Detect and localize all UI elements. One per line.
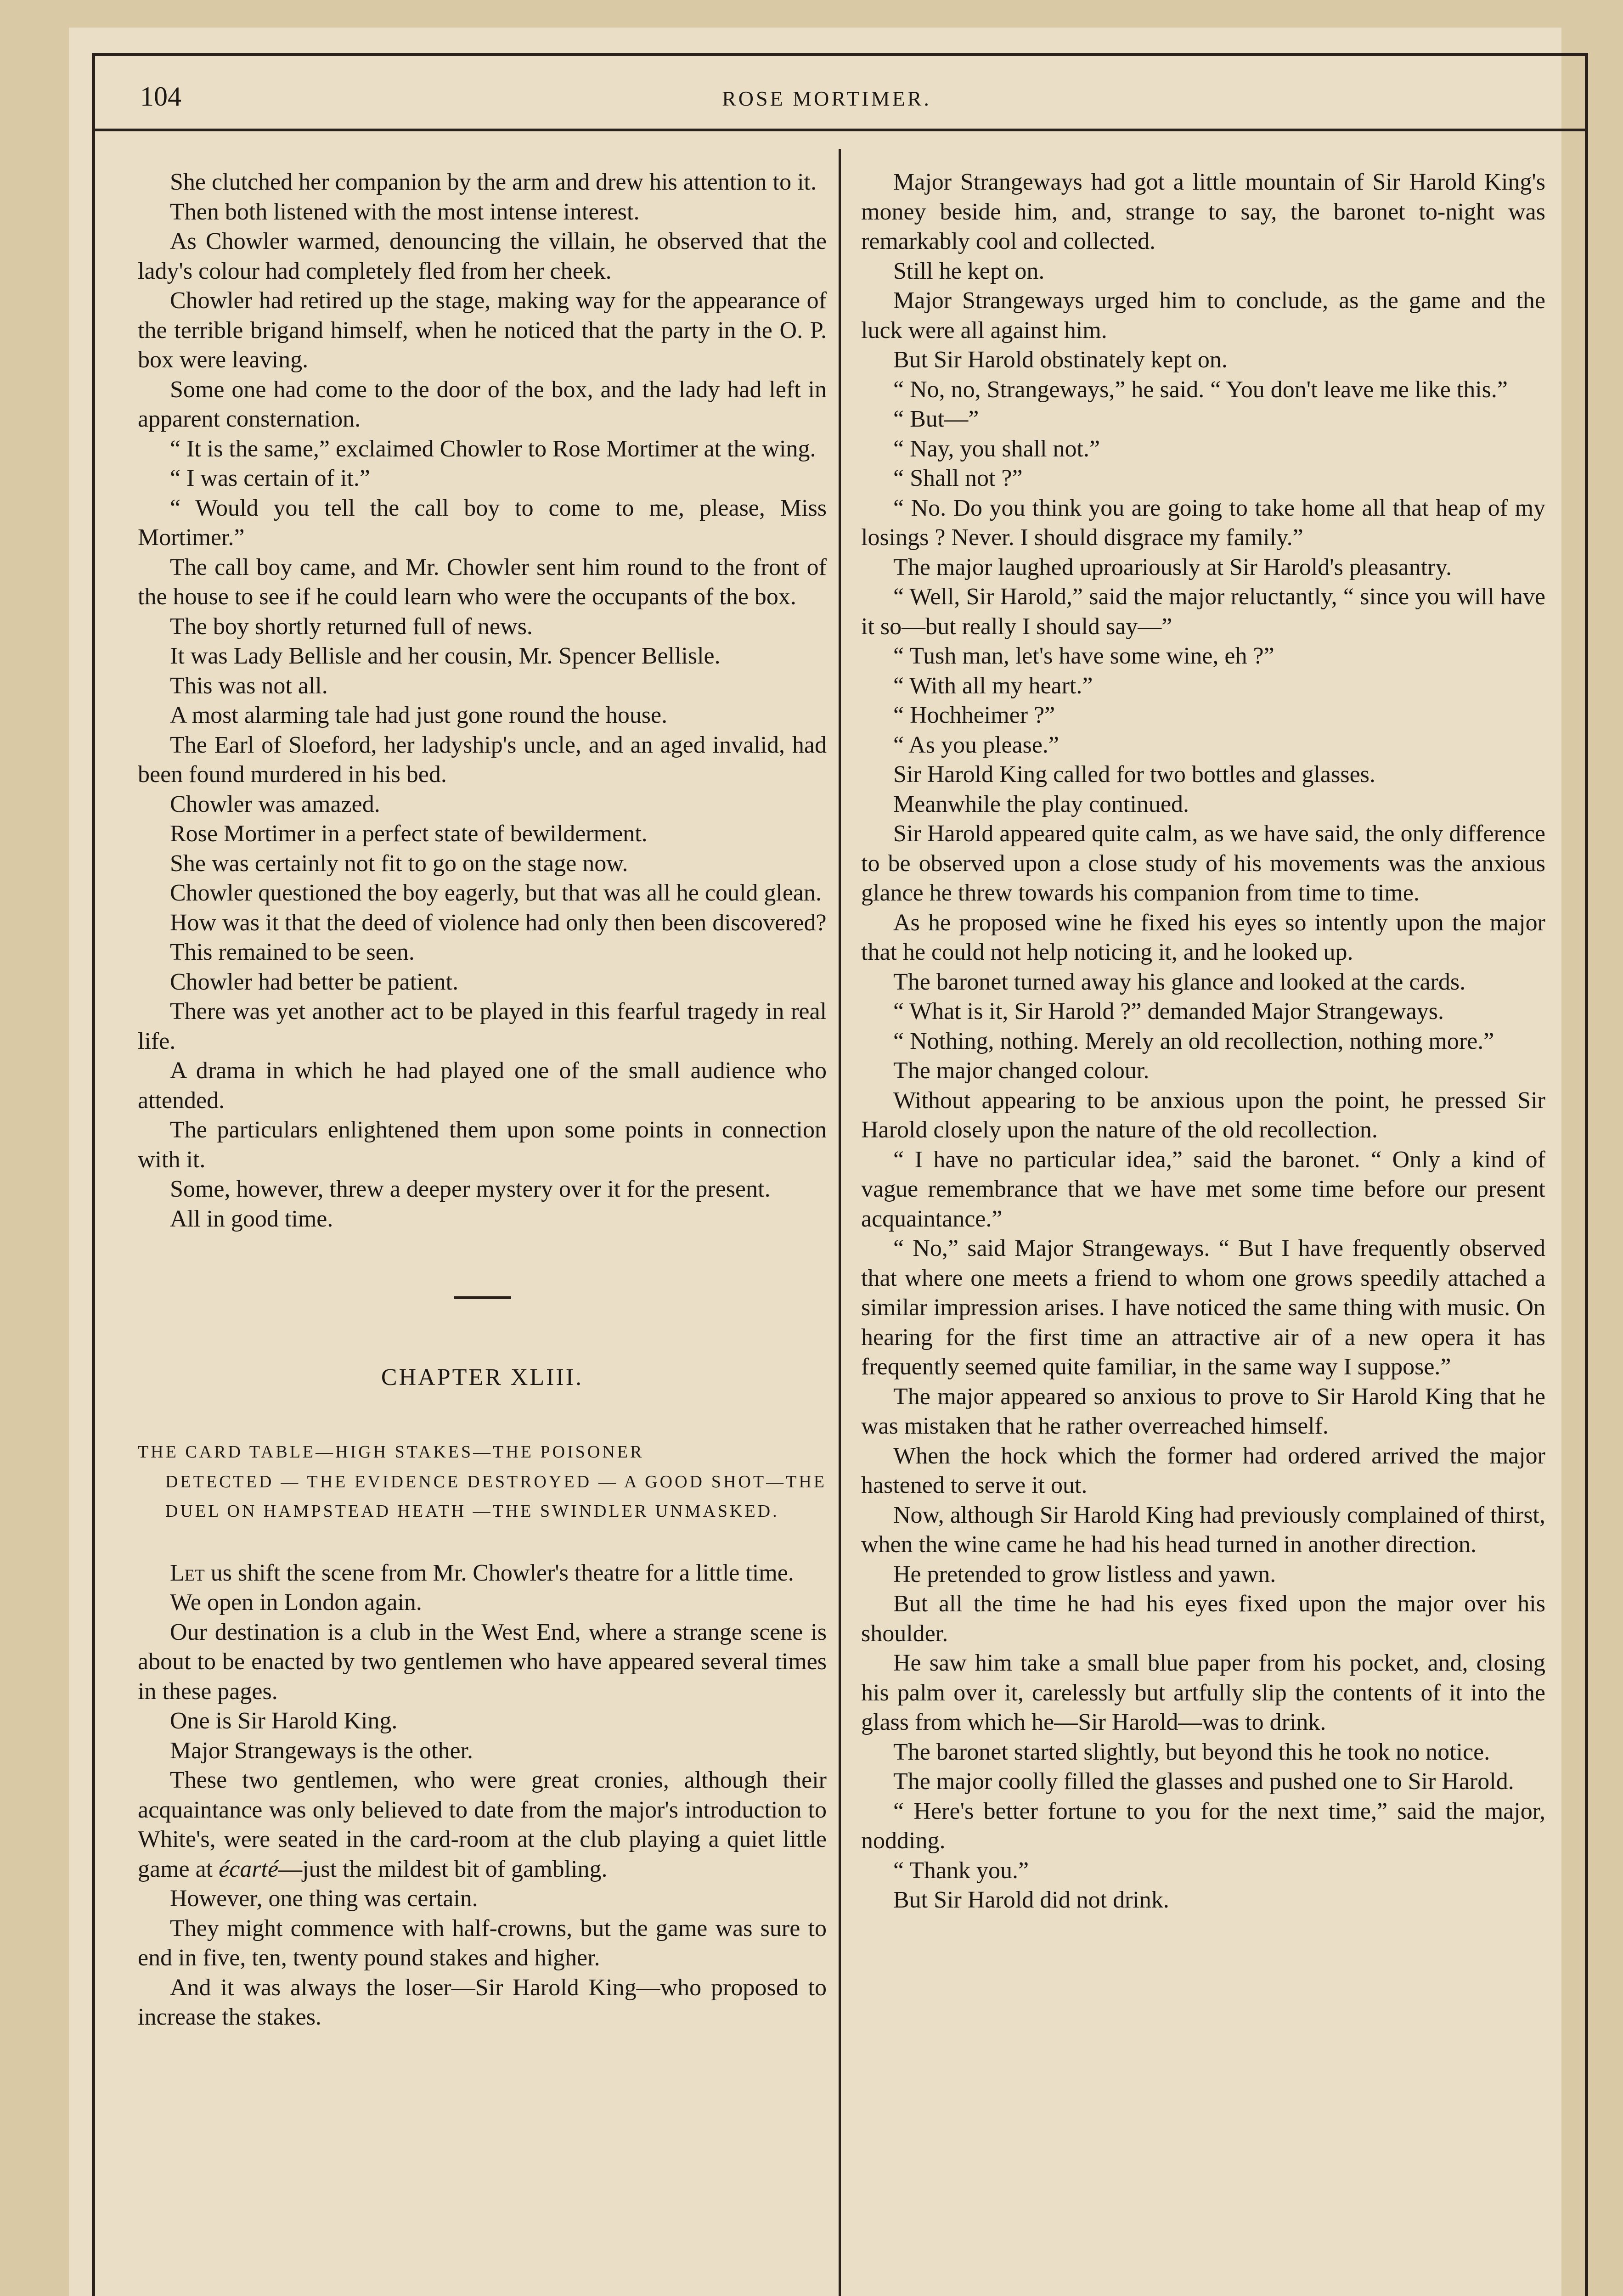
paragraph: There was yet another act to be played in this fearful tragedy in real life. bbox=[138, 998, 827, 1054]
paragraph: The Earl of Sloeford, her ladyship's uncle, and an aged invalid, had been found murdered in his bed. bbox=[138, 732, 827, 788]
paragraph: “ Thank you.” bbox=[893, 1857, 1029, 1884]
paragraph: “ No,” said Major Strangeways. “ But I have frequently observed that where one meets a friend to whom one grows speedily attached a similar impression arises. I have noticed the same thing with music. On hearing for the first time an attractive air of a new opera it has frequently seemed quite familiar, in the same way I suppose.” bbox=[861, 1235, 1545, 1380]
paragraph: How was it that the deed of violence had only then been discovered? bbox=[170, 909, 827, 936]
paragraph: Still he kept on. bbox=[893, 258, 1045, 284]
paragraph: “ No. Do you think you are going to take home all that heap of my losings ? Never. I should disgrace my family.” bbox=[861, 495, 1545, 551]
paragraph: As he proposed wine he fixed his eyes so intently upon the major that he could not help noticing it, and he looked up. bbox=[861, 909, 1545, 965]
paragraph: The particulars enlightened them upon some points in connection with it. bbox=[138, 1117, 827, 1173]
paragraph: “ Shall not ?” bbox=[893, 465, 1023, 491]
paragraph: The major appeared so anxious to prove to Sir Harold King that he was mistaken that he rather overreached himself. bbox=[861, 1383, 1545, 1439]
paragraph: We open in London again. bbox=[170, 1589, 422, 1615]
paragraph: But Sir Harold did not drink. bbox=[893, 1887, 1169, 1913]
paragraph: Chowler had better be patient. bbox=[170, 968, 459, 995]
paragraph: A most alarming tale had just gone round the house. bbox=[170, 702, 668, 728]
paragraph: Some, however, threw a deeper mystery over it for the present. bbox=[170, 1176, 771, 1202]
column-divider bbox=[839, 149, 841, 2296]
paragraph: And it was always the loser—Sir Harold King—who proposed to increase the stakes. bbox=[138, 1974, 827, 2030]
paragraph: “ Here's better fortune to you for the next time,” said the major, nodding. bbox=[861, 1798, 1545, 1854]
paragraph: She clutched her companion by the arm and drew his attention to it. bbox=[170, 169, 817, 195]
paragraph: “ Would you tell the call boy to come to me, please, Miss Mortimer.” bbox=[138, 495, 827, 551]
running-head: ROSE MORTIMER. bbox=[722, 87, 931, 110]
paragraph: “ With all my heart.” bbox=[893, 672, 1093, 699]
paragraph-ecarte bbox=[138, 1766, 827, 1884]
paragraph: Some one had come to the door of the box, and the lady had left in apparent consternation. bbox=[138, 376, 827, 432]
chapter-summary-first-line: THE CARD TABLE—HIGH STAKES—THE POISONER bbox=[138, 1442, 644, 1462]
paragraph: Then both listened with the most intense interest. bbox=[170, 198, 640, 225]
paragraph: As Chowler warmed, denouncing the villain, he observed that the lady's colour had completely fled from her cheek. bbox=[138, 228, 827, 284]
paragraph: The baronet turned away his glance and looked at the cards. bbox=[893, 968, 1466, 995]
chapter-spacing bbox=[138, 1526, 827, 1559]
paragraph-ecarte-tail: —just the mildest bit of gambling. bbox=[278, 1856, 608, 1882]
paragraph: Chowler had retired up the stage, making way for the appearance of the terrible brigand himself, when he noticed that the party in the O. P. box were leaving. bbox=[138, 287, 827, 373]
paragraph: But all the time he had his eyes fixed upon the major over his shoulder. bbox=[861, 1591, 1545, 1647]
chapter-ornament-rule bbox=[454, 1296, 511, 1299]
paragraph: “ But—” bbox=[893, 406, 979, 432]
page-number: 104 bbox=[140, 81, 181, 112]
right-paragraphs bbox=[861, 168, 1545, 1915]
paragraph: It was Lady Bellisle and her cousin, Mr. Spencer Bellisle. bbox=[170, 643, 721, 669]
paragraph: “ I was certain of it.” bbox=[170, 465, 371, 491]
paragraph: They might commence with half-crowns, but the game was sure to end in five, ten, twenty pound stakes and higher. bbox=[138, 1915, 827, 1971]
paragraph: This remained to be seen. bbox=[170, 939, 415, 965]
paragraph: Now, although Sir Harold King had previously complained of thirst, when the wine came he had his head turned in another direction. bbox=[861, 1502, 1545, 1558]
header-rule bbox=[92, 129, 1588, 131]
paragraph: The boy shortly returned full of news. bbox=[170, 613, 533, 640]
paragraph: A drama in which he had played one of the small audience who attended. bbox=[138, 1058, 827, 1114]
paragraph: Major Strangeways is the other. bbox=[170, 1737, 473, 1764]
paragraph: “ I have no particular idea,” said the baronet. “ Only a kind of vague remembrance that we have met some time before our present acquaintance.” bbox=[861, 1146, 1545, 1232]
paragraph: “ Well, Sir Harold,” said the major reluctantly, “ since you will have it so—but really I should say—” bbox=[861, 584, 1545, 640]
left-column bbox=[138, 168, 827, 2032]
paragraph: All in good time. bbox=[170, 1205, 333, 1232]
paragraph: The major coolly filled the glasses and pushed one to Sir Harold. bbox=[893, 1768, 1514, 1795]
ecarte-word: écarté bbox=[219, 1856, 279, 1882]
paragraph: She was certainly not fit to go on the stage now. bbox=[170, 850, 628, 877]
chapter-summary-rest: DETECTED — THE EVIDENCE DESTROYED — A GOOD SHOT—THE DUEL ON HAMPSTEAD HEATH —THE SWINDLER UNMASKED. bbox=[165, 1472, 827, 1521]
paragraph: When the hock which the former had ordered arrived the major hastened to serve it out. bbox=[861, 1442, 1545, 1498]
left-paragraphs-before-chapter bbox=[138, 168, 827, 1234]
paragraph: Chowler questioned the boy eagerly, but that was all he could glean. bbox=[170, 880, 822, 906]
paragraph: He pretended to grow listless and yawn. bbox=[893, 1561, 1276, 1587]
paragraph: “ No, no, Strangeways,” he said. “ You don't leave me like this.” bbox=[893, 376, 1508, 403]
paragraph: Rose Mortimer in a perfect state of bewilderment. bbox=[170, 821, 648, 847]
paragraph: “ It is the same,” exclaimed Chowler to Rose Mortimer at the wing. bbox=[170, 435, 816, 462]
paragraph: “ Hochheimer ?” bbox=[893, 702, 1055, 728]
paragraph: One is Sir Harold King. bbox=[170, 1708, 398, 1734]
paragraph: He saw him take a small blue paper from his pocket, and, closing his palm over it, carelessly but artfully slip the contents of it into the glass from which he—Sir Harold—was to drink. bbox=[861, 1650, 1545, 1735]
paragraph: The call boy came, and Mr. Chowler sent him round to the front of the house to see if he could learn who were the occupants of the box. bbox=[138, 554, 827, 610]
paragraph: The baronet started slightly, but beyond this he took no notice. bbox=[893, 1739, 1490, 1765]
paragraph: Without appearing to be anxious upon the point, he pressed Sir Harold closely upon the nature of the old recollection. bbox=[861, 1087, 1545, 1143]
paragraph: Major Strangeways urged him to conclude, as the game and the luck were all against him. bbox=[861, 287, 1545, 343]
paragraph: Major Strangeways had got a little mountain of Sir Harold King's money beside him, and, strange to say, the baronet to-night was remarkably cool and collected. bbox=[861, 169, 1545, 254]
chapter-heading-block bbox=[138, 1296, 827, 1559]
chapter-opening-paragraph bbox=[138, 1559, 827, 1588]
paragraph: Meanwhile the play continued. bbox=[893, 791, 1189, 817]
paragraph: This was not all. bbox=[170, 672, 328, 699]
paragraph: Chowler was amazed. bbox=[170, 791, 380, 817]
paragraph: Sir Harold appeared quite calm, as we have said, the only difference to be observed upon a close study of his movements was the anxious glance he threw towards his companion from time to time. bbox=[861, 821, 1545, 906]
paragraph: “ What is it, Sir Harold ?” demanded Major Strangeways. bbox=[893, 998, 1444, 1024]
paragraph: The major changed colour. bbox=[893, 1058, 1150, 1084]
paragraph-ecarte-text: These two gentlemen, who were great cronies, although their acquaintance was only believed to date from the major's introduction to White's, were seated in the card-room at the club playing a quiet little game at bbox=[138, 1767, 827, 1882]
left-paragraphs-end bbox=[138, 1884, 827, 2032]
left-paragraphs-after-lead bbox=[138, 1588, 827, 1766]
paragraph: “ As you please.” bbox=[893, 732, 1059, 758]
chapter-opening-text: us shift the scene from Mr. Chowler's theatre for a little time. bbox=[204, 1559, 794, 1586]
paragraph: But Sir Harold obstinately kept on. bbox=[893, 347, 1228, 373]
chapter-title: CHAPTER XLIII. bbox=[381, 1364, 584, 1390]
chapter-summary bbox=[138, 1437, 827, 1526]
chapter-opening-word: Let bbox=[170, 1559, 205, 1586]
paragraph: “ Tush man, let's have some wine, eh ?” bbox=[893, 643, 1274, 669]
paragraph: “ Nay, you shall not.” bbox=[893, 435, 1100, 462]
paragraph: However, one thing was certain. bbox=[170, 1885, 478, 1912]
paragraph: The major laughed uproariously at Sir Harold's pleasantry. bbox=[893, 554, 1452, 580]
paragraph: Sir Harold King called for two bottles and glasses. bbox=[893, 761, 1375, 788]
right-column bbox=[861, 168, 1545, 1915]
paragraph: Our destination is a club in the West End, where a strange scene is about to be enacted by two gentlemen who have appeared several times in these pages. bbox=[138, 1619, 827, 1705]
paragraph: “ Nothing, nothing. Merely an old recollection, nothing more.” bbox=[893, 1028, 1494, 1054]
